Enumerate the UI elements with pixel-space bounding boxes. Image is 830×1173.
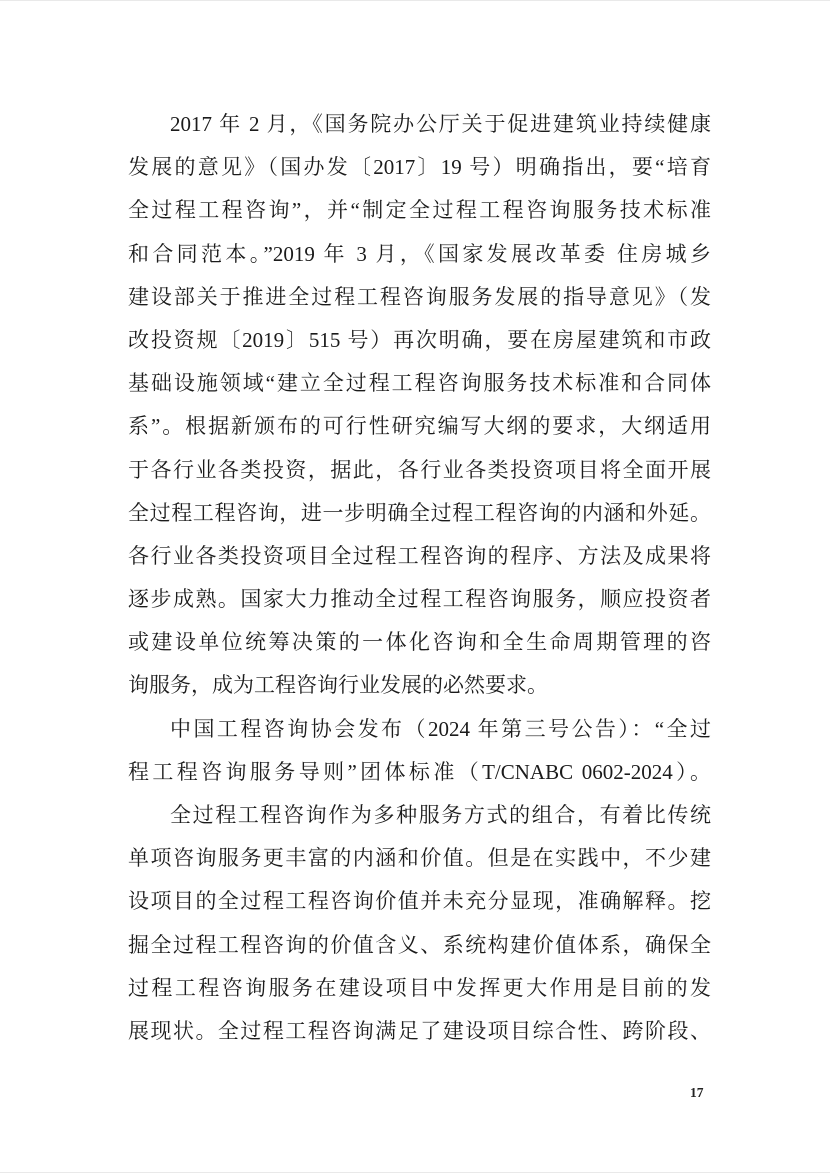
text-line: 于各行业各类投资，据此，各行业各类投资项目将全面开展: [128, 457, 711, 482]
text-line: 掘全过程工程咨询的价值含义、系统构建价值体系，确保全: [128, 932, 711, 957]
text-line: 程工程咨询服务导则”团体标准（T/CNABC 0602-2024）。: [128, 759, 711, 784]
text-line: 逐步成熟。国家大力推动全过程工程咨询服务，顺应投资者: [128, 587, 711, 612]
text-line: 单项咨询服务更丰富的内涵和价值。但是在实践中，不少建: [128, 846, 711, 871]
text-line paragraph-start: 中国工程咨询协会发布（2024 年第三号公告）：“全过: [170, 716, 711, 741]
text-line: 展现状。全过程工程咨询满足了建设项目综合性、跨阶段、: [128, 1018, 711, 1043]
text-line: 全过程工程咨询，进一步明确全过程工程咨询的内涵和外延。: [128, 500, 711, 525]
text-line: 改投资规〔2019〕515 号）再次明确，要在房屋建筑和市政: [128, 327, 711, 352]
text-line: 基础设施领域“建立全过程工程咨询服务技术标准和合同体: [128, 371, 711, 396]
text-line: 全过程工程咨询”，并“制定全过程工程咨询服务技术标准: [128, 198, 711, 223]
text-line: 设项目的全过程工程咨询价值并未充分显现，准确解释。挖: [128, 889, 711, 914]
text-line: 或建设单位统筹决策的一体化咨询和全生命周期管理的咨: [128, 630, 711, 655]
body-text: [128, 103, 711, 1053]
text-line: 2017 年 2 月，《国务院办公厅关于促进建筑业持续健康: [170, 112, 711, 136]
text-line paragraph-start: 全过程工程咨询作为多种服务方式的组合，有着比传统: [170, 803, 711, 827]
text-line: 各行业各类投资项目全过程工程咨询的程序、方法及成果将: [128, 543, 711, 568]
text-line: 系”。根据新颁布的可行性研究编写大纲的要求，大纲适用: [128, 414, 711, 439]
page-number: 17: [690, 1085, 704, 1100]
text-line: 过程工程咨询服务在建设项目中发挥更大作用是目前的发: [128, 975, 711, 1000]
text-line: 发展的意见》（国办发〔2017〕19 号）明确指出，要“培育: [128, 155, 711, 180]
text-line: 和合同范本。”2019 年 3 月，《国家发展改革委 住房城乡: [128, 241, 711, 266]
text-line paragraph-end: 询服务，成为工程咨询行业发展的必然要求。: [128, 673, 548, 698]
text-line: 建设部关于推进全过程工程咨询服务发展的指导意见》（发: [128, 284, 711, 309]
